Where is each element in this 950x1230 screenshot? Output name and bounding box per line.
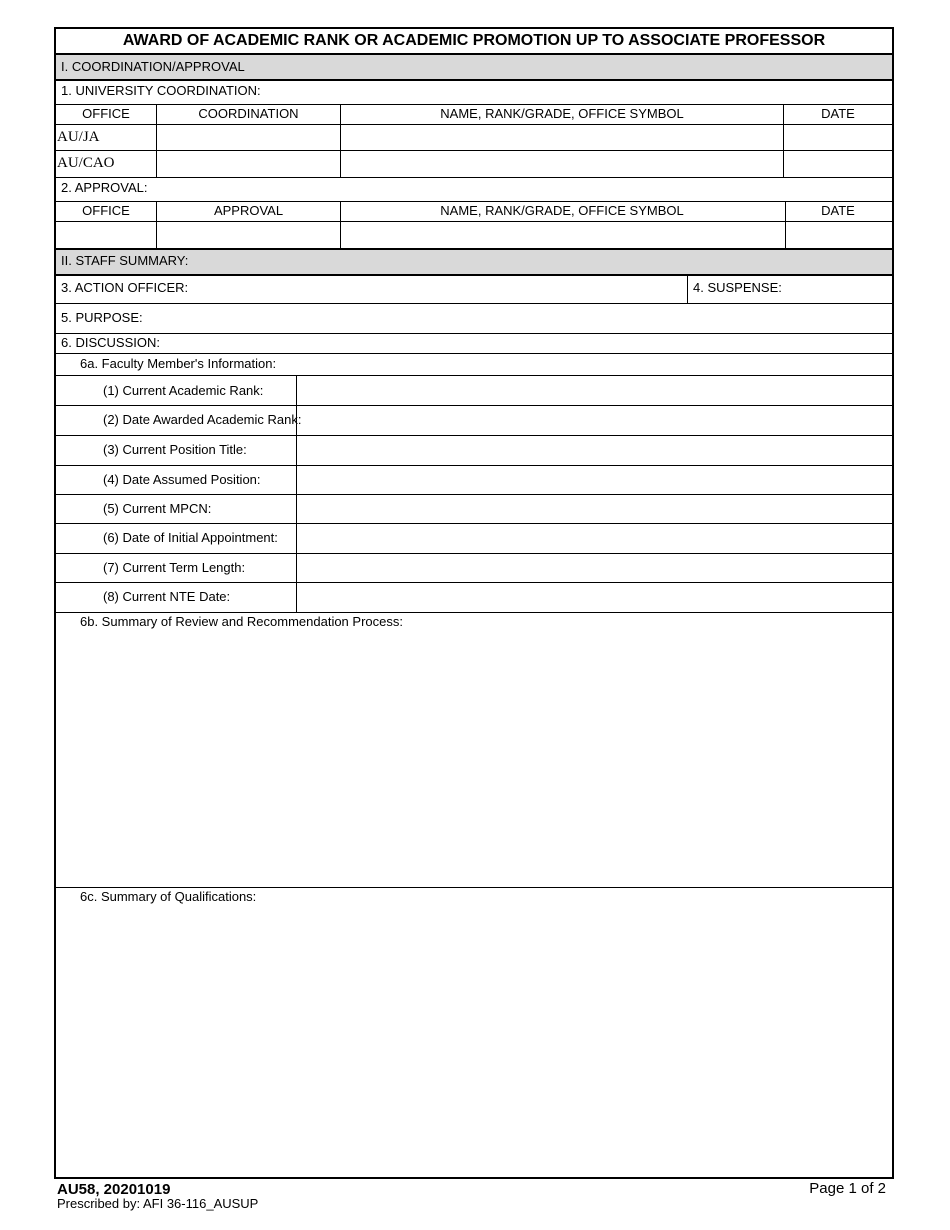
divider — [687, 275, 688, 303]
action-officer-label: 3. ACTION OFFICER: — [61, 280, 189, 295]
divider — [55, 612, 893, 613]
office-field[interactable] — [56, 222, 156, 248]
divider — [55, 582, 893, 583]
discussion-label: 6. DISCUSSION: — [61, 335, 160, 350]
current-mpcn-field[interactable] — [298, 496, 891, 523]
divider — [55, 375, 893, 376]
divider — [55, 465, 893, 466]
faculty-item-label: (2) Date Awarded Academic Rank: — [103, 412, 302, 427]
divider — [55, 333, 893, 334]
section-2-heading: II. STAFF SUMMARY: — [61, 253, 189, 268]
col-date: DATE — [821, 203, 855, 218]
current-term-length-field[interactable] — [298, 555, 891, 582]
current-academic-rank-field[interactable] — [298, 377, 891, 405]
coordination-field[interactable] — [157, 151, 340, 177]
divider — [785, 201, 786, 249]
divider — [55, 201, 893, 202]
action-officer-field[interactable] — [190, 277, 686, 302]
divider — [55, 303, 893, 304]
divider — [55, 887, 893, 888]
office-cell-auja: AU/JA — [57, 129, 100, 145]
section-1-heading: I. COORDINATION/APPROVAL — [61, 59, 245, 74]
divider — [783, 104, 784, 177]
form-title: AWARD OF ACADEMIC RANK OR ACADEMIC PROMOTION UP TO ASSOCIATE PROFESSOR — [122, 32, 826, 49]
divider — [55, 177, 893, 178]
office-cell-aucao: AU/CAO — [57, 155, 115, 171]
date-field[interactable] — [786, 222, 892, 248]
review-summary-textarea[interactable] — [58, 632, 890, 885]
qualifications-summary-label: 6c. Summary of Qualifications: — [80, 889, 257, 904]
divider — [55, 353, 893, 354]
divider — [55, 104, 893, 105]
col-office: OFFICE — [82, 203, 130, 218]
faculty-item-label: (7) Current Term Length: — [103, 560, 246, 575]
date-awarded-rank-field[interactable] — [298, 407, 891, 435]
divider — [55, 79, 893, 81]
faculty-item-label: (4) Date Assumed Position: — [103, 472, 261, 487]
divider — [296, 375, 297, 612]
divider — [55, 405, 893, 406]
divider — [340, 104, 341, 177]
faculty-item-label: (8) Current NTE Date: — [103, 589, 231, 604]
suspense-label: 4. SUSPENSE: — [693, 280, 782, 295]
date-assumed-position-field[interactable] — [298, 467, 891, 495]
faculty-item-label: (1) Current Academic Rank: — [103, 383, 264, 398]
coordination-label: 1. UNIVERSITY COORDINATION: — [61, 83, 261, 98]
name-rank-field[interactable] — [341, 125, 783, 150]
date-field[interactable] — [784, 151, 892, 177]
name-rank-field[interactable] — [341, 151, 783, 177]
date-initial-appointment-field[interactable] — [298, 525, 891, 553]
divider — [156, 104, 157, 177]
col-date: DATE — [821, 106, 855, 121]
date-field[interactable] — [784, 125, 892, 150]
faculty-item-label: (5) Current MPCN: — [103, 501, 212, 516]
divider — [156, 201, 157, 249]
col-office: OFFICE — [82, 106, 130, 121]
divider — [55, 274, 893, 276]
page-number: Page 1 of 2 — [809, 1180, 886, 1197]
divider — [55, 523, 893, 524]
review-summary-label: 6b. Summary of Review and Recommendation Process: — [80, 614, 403, 629]
divider — [55, 494, 893, 495]
divider — [55, 553, 893, 554]
prescribed-by: Prescribed by: AFI 36-116_AUSUP — [57, 1196, 259, 1211]
col-name-rank: NAME, RANK/GRADE, OFFICE SYMBOL — [440, 106, 684, 121]
name-rank-field[interactable] — [341, 222, 783, 248]
col-name-rank: NAME, RANK/GRADE, OFFICE SYMBOL — [440, 203, 684, 218]
faculty-info-label: 6a. Faculty Member's Information: — [80, 356, 277, 371]
divider — [55, 435, 893, 436]
approval-label: 2. APPROVAL: — [61, 180, 148, 195]
qualifications-summary-textarea[interactable] — [58, 908, 890, 1174]
col-approval: APPROVAL — [213, 203, 284, 218]
current-position-title-field[interactable] — [298, 437, 891, 465]
faculty-item-label: (6) Date of Initial Appointment: — [103, 530, 278, 545]
col-coordination: COORDINATION — [198, 106, 299, 121]
current-nte-date-field[interactable] — [298, 584, 891, 612]
approval-field[interactable] — [157, 222, 340, 248]
faculty-item-label: (3) Current Position Title: — [103, 442, 247, 457]
purpose-field[interactable] — [150, 305, 890, 332]
divider — [340, 201, 341, 249]
purpose-label: 5. PURPOSE: — [61, 310, 143, 325]
suspense-field[interactable] — [785, 277, 891, 302]
form-id: AU58, 20201019 — [57, 1181, 171, 1198]
coordination-field[interactable] — [157, 125, 340, 150]
